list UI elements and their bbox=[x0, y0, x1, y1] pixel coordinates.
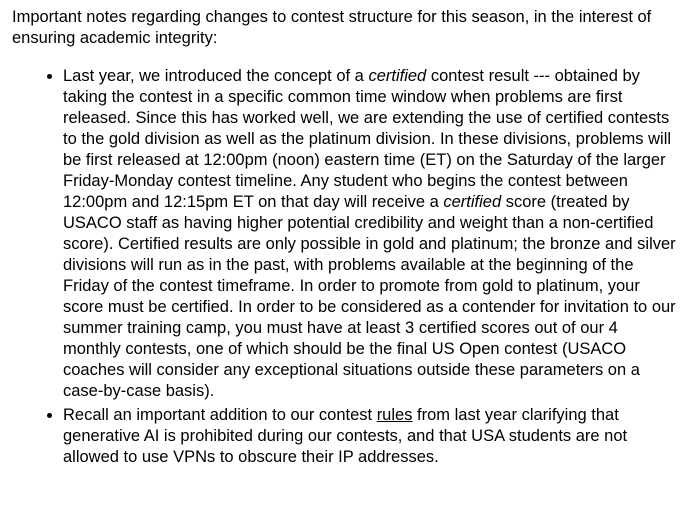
item-text: contest result --- obtained by taking the contest in a specific common time window when problems are first released. Since this has worked well, we are extending the use of certified contests to the gold division as well as the platinum division. In these divisions, problems will be first released at 12:00pm (noon) eastern time (ET) on the Saturday of the larger Friday-Monday contest timeline. Any student who begins the contest between 12:00pm and 12:15pm ET on that day will receive a bbox=[63, 67, 672, 211]
list-item-certified-contests bbox=[63, 66, 680, 402]
item-text: Recall an important addition to our contest bbox=[63, 406, 377, 424]
list-item-rules-reminder bbox=[63, 405, 680, 468]
notes-list bbox=[12, 66, 680, 468]
item-text: from last year clarifying that generative AI is prohibited during our contests, and that USA students are not allowed to use VPNs to obscure their IP addresses. bbox=[63, 406, 628, 466]
item-text: score (treated by USACO staff as having higher potential credibility and weight than a non-certified score). Certified results are only possible in gold and platinum; the bronze and silver divisions will run as in the past, with problems available at the beginning of the Friday of the contest timeframe. In order to promote from gold to platinum, your score must be certified. In order to be considered as a contender for invitation to our summer training camp, you must have at least 3 certified scores out of our 4 monthly contests, one of which should be the final US Open contest (USACO coaches will consider any exceptional situations outside these parameters on a case-by-case basis). bbox=[63, 193, 676, 400]
item-text: Last year, we introduced the concept of a bbox=[63, 67, 369, 85]
rules-link[interactable]: rules bbox=[376, 406, 413, 424]
emphasis-certified: certified bbox=[368, 67, 427, 85]
emphasis-certified: certified bbox=[443, 193, 502, 211]
intro-paragraph: Important notes regarding changes to contest structure for this season, in the interest of ensuring academic integrity: bbox=[12, 8, 652, 47]
